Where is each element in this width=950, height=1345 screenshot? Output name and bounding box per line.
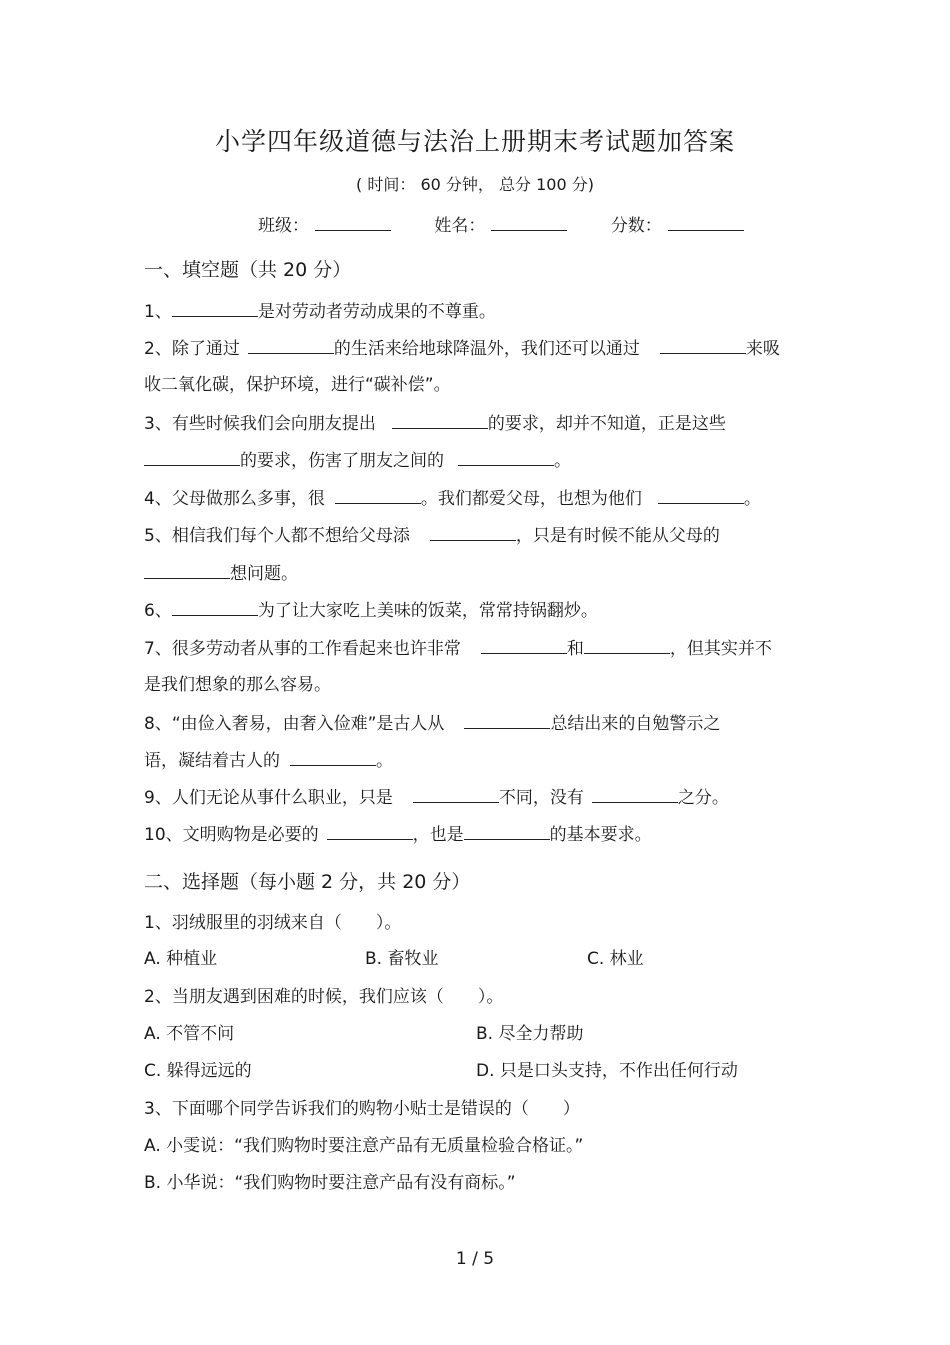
choice-option-a[interactable]: A. 种植业 [144, 949, 218, 969]
question-3 [144, 411, 726, 436]
choice-question-1: 1、羽绒服里的羽绒来自（ ）。 [144, 913, 402, 933]
answer-blank[interactable] [430, 523, 516, 541]
choice-option-b[interactable]: B. 尽全力帮助 [476, 1024, 584, 1044]
answer-blank[interactable] [464, 822, 550, 840]
question-text: 的基本要求。 [549, 825, 652, 845]
answer-blank[interactable] [172, 598, 258, 616]
answer-blank[interactable] [464, 711, 550, 729]
question-text: 的要求，却并不知道，正是这些 [487, 414, 726, 434]
question-text: 想问题。 [230, 564, 298, 584]
score-label: 分数： [610, 216, 662, 236]
question-text: 5、相信我们每个人都不想给父母添 [144, 526, 410, 546]
question-7 [144, 636, 772, 661]
answer-blank[interactable] [660, 336, 746, 354]
choice-option-a[interactable]: A. 小雯说：“我们购物时要注意产品有无质量检验合格证。” [144, 1136, 584, 1156]
question-text: 7、很多劳动者从事的工作看起来也许非常 [144, 639, 461, 659]
question-text: 。 [554, 451, 571, 471]
section-choice-heading: 二、选择题（每小题 2 分，共 20 分） [144, 871, 471, 893]
answer-blank[interactable] [658, 486, 744, 504]
question-7-cont [144, 673, 331, 697]
question-text: 和 [566, 639, 584, 659]
question-2-cont [144, 373, 451, 397]
answer-blank[interactable] [248, 336, 334, 354]
question-5-cont [144, 561, 298, 586]
question-text: 之分。 [677, 788, 729, 808]
question-text: 的要求，伤害了朋友之间的 [240, 451, 444, 471]
name-blank[interactable] [491, 213, 567, 231]
question-text: 10、文明购物是必要的 [144, 825, 319, 845]
question-text: 1、 [144, 302, 172, 322]
question-text: 是对劳动者劳动成果的不尊重。 [257, 302, 496, 322]
answer-blank[interactable] [144, 448, 240, 466]
question-3-cont [144, 448, 571, 473]
question-6 [144, 598, 598, 623]
choice-question-3: 3、下面哪个同学告诉我们的购物小贴士是错误的（ ） [144, 1099, 580, 1119]
page-number: 1 / 5 [455, 1249, 495, 1269]
question-text: 总结出来的自勉警示之 [550, 714, 721, 734]
question-8 [144, 711, 720, 736]
question-text: 来吸 [745, 339, 780, 359]
section-fill-in-heading: 一、填空题（共 20 分） [144, 259, 352, 281]
answer-blank[interactable] [413, 785, 499, 803]
answer-blank[interactable] [290, 748, 376, 766]
question-2 [144, 336, 780, 361]
answer-blank[interactable] [172, 299, 258, 317]
question-text: 。 [376, 751, 393, 771]
question-text: 收二氧化碳，保护环境，进行“碳补偿”。 [144, 375, 451, 395]
question-text: 。我们都爱父母，也想为他们 [420, 489, 642, 509]
class-blank[interactable] [315, 213, 391, 231]
question-text: 语，凝结着古人的 [144, 751, 280, 771]
question-9 [144, 785, 729, 810]
student-info-row [258, 211, 744, 236]
score-blank[interactable] [668, 213, 744, 231]
question-text: 9、人们无论从事什么职业，只是 [144, 788, 393, 808]
question-text: 3、有些时候我们会向朋友提出 [144, 414, 376, 434]
question-text: 。 [743, 489, 761, 509]
question-text: ，只是有时候不能从父母的 [515, 526, 720, 546]
question-1 [144, 299, 496, 324]
choice-option-b[interactable]: B. 小华说：“我们购物时要注意产品有没有商标。” [144, 1173, 516, 1193]
question-4 [144, 486, 761, 511]
answer-blank[interactable] [144, 561, 230, 579]
choice-option-d[interactable]: D. 只是口头支持，不作出任何行动 [476, 1061, 738, 1081]
question-text: 2、除了通过 [144, 339, 240, 359]
question-text: 8、“由俭入奢易，由奢入俭难”是古人从 [144, 714, 445, 734]
choice-option-a[interactable]: A. 不管不问 [144, 1024, 235, 1044]
answer-blank[interactable] [458, 448, 554, 466]
answer-blank[interactable] [392, 411, 488, 429]
question-text: ，也是 [412, 825, 464, 845]
exam-time-info: ( 时间： 60 分钟， 总分 100 分) [356, 175, 594, 194]
document-title: 小学四年级道德与法治上册期末考试题加答案 [214, 127, 735, 156]
answer-blank[interactable] [327, 822, 413, 840]
answer-blank[interactable] [335, 486, 421, 504]
class-label: 班级： [258, 216, 309, 236]
question-text: 不同，没有 [498, 788, 584, 808]
answer-blank[interactable] [592, 785, 678, 803]
question-10 [144, 822, 652, 847]
choice-option-c[interactable]: C. 林业 [587, 949, 644, 969]
choice-question-2: 2、当朋友遇到困难的时候，我们应该（ ）。 [144, 987, 504, 1007]
question-8-cont [144, 748, 393, 773]
question-text: 的生活来给地球降温外，我们还可以通过 [333, 339, 640, 359]
question-text: 4、父母做那么多事，很 [144, 489, 325, 509]
question-text: 是我们想象的那么容易。 [144, 675, 331, 695]
question-5 [144, 523, 720, 548]
answer-blank[interactable] [481, 636, 567, 654]
question-text: 6、 [144, 601, 172, 621]
answer-blank[interactable] [584, 636, 670, 654]
choice-option-b[interactable]: B. 畜牧业 [365, 949, 439, 969]
name-label: 姓名： [434, 216, 486, 236]
question-text: ，但其实并不 [669, 639, 772, 659]
choice-option-c[interactable]: C. 躲得远远的 [144, 1061, 252, 1081]
question-text: 为了让大家吃上美味的饭菜，常常持锅翻炒。 [257, 601, 598, 621]
